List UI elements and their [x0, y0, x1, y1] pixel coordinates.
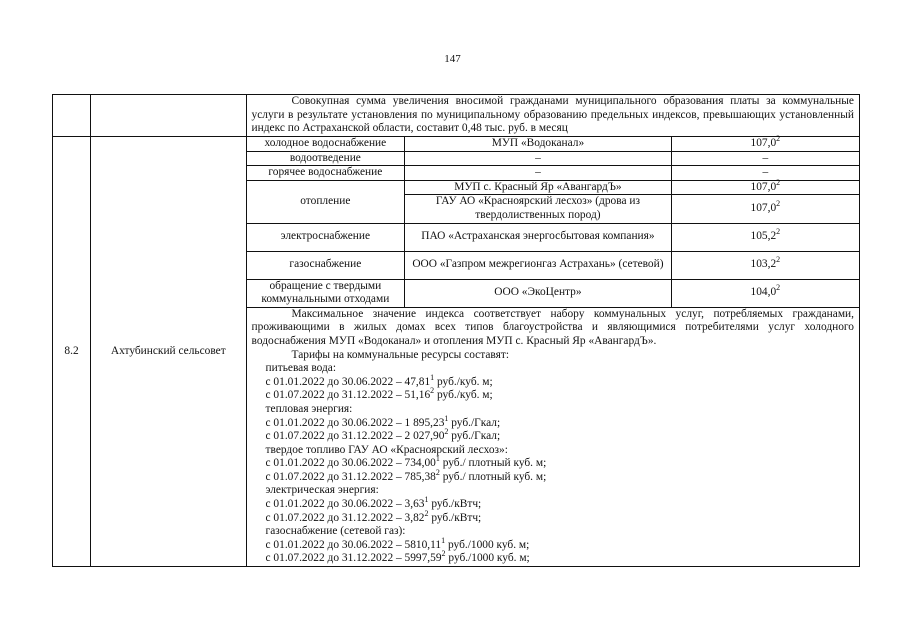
tariff-unit: руб./кВтч; [428, 498, 482, 511]
tariff-unit: руб./Гкал; [448, 416, 501, 429]
page-number: 147 [444, 53, 461, 65]
tariff-value: с 01.07.2022 до 31.12.2022 – 3,82 [265, 511, 425, 524]
tariffs-intro: Тарифы на коммунальные ресурсы составят: [291, 348, 510, 361]
empty-cell [53, 95, 91, 137]
index-value: 104,0$^2$ [671, 279, 859, 307]
provider-name: МУП «Водоканал» [405, 137, 672, 152]
municipality-name: Ахтубинский сельсовет [91, 137, 246, 567]
tariff-line [252, 549, 854, 566]
provider-name: – [405, 151, 672, 166]
tariff-line [252, 372, 854, 390]
service-name: газоснабжение [246, 251, 405, 279]
provider-name: ООО «Газпром межрегионгаз Астрахань» (сетевой) [405, 251, 672, 279]
service-name: горячее водоснабжение [246, 166, 405, 181]
tariff-value: с 01.07.2022 до 31.12.2022 – 51,16 [265, 389, 431, 402]
service-name: водоотведение [246, 151, 405, 166]
tariff-line [252, 454, 854, 471]
provider-name: ПАО «Астраханская энергосбытовая компания» [405, 223, 672, 251]
tariff-footnote-mark: 1 [435, 454, 440, 464]
tariff-line [252, 495, 854, 512]
tariff-line [252, 536, 854, 553]
tariff-value: с 01.01.2022 до 30.06.2022 – 3,63 [265, 498, 425, 511]
tariff-value: с 01.07.2022 до 31.12.2022 – 2 027,90 [265, 430, 445, 443]
tariff-table [52, 94, 860, 567]
tariff-value: с 01.07.2022 до 31.12.2022 – 785,38 [265, 470, 436, 483]
index-value: 103,2$^2$ [671, 251, 859, 279]
tariff-unit: руб./ плотный куб. м; [439, 470, 547, 483]
provider-name: ГАУ АО «Красноярский лесхоз» (дрова из твердолиственных пород) [405, 195, 672, 223]
tariff-heading: тепловая энергия: [265, 402, 353, 415]
tariff-list [252, 362, 854, 566]
tariff-footnote-mark: 1 [430, 372, 435, 382]
service-name: обращение с твердыми коммунальными отходами [246, 279, 405, 307]
provider-name: ООО «ЭкоЦентр» [405, 279, 672, 307]
tariff-unit: руб./1000 куб. м; [445, 552, 530, 565]
index-value: 107,0$^2$ [671, 195, 859, 223]
index-value: 107,0$^2$ [671, 180, 859, 195]
tariff-unit: руб./1000 куб. м; [445, 538, 530, 551]
tariff-value: с 01.01.2022 до 30.06.2022 – 5810,11 [265, 538, 442, 551]
tariff-footnote-mark: 2 [441, 549, 446, 559]
tariff-line [252, 508, 854, 526]
service-row [53, 137, 860, 152]
tariff-line [252, 413, 854, 431]
index-value: 107,0$^2$ [671, 137, 859, 152]
tariff-heading: газоснабжение (сетевой газ): [265, 525, 406, 538]
summary-text: Совокупная сумма увеличения вносимой гражданами муниципального образования платы за коммунальные услуги в результате установления по муниципальному образованию предельных индексов, превышающих установленный индекс по Астраханской области, составит 0,48 тыс. руб. в месяц [246, 95, 859, 137]
tariff-unit: руб./куб. м; [434, 389, 493, 402]
tariff-footnote-mark: 2 [424, 508, 429, 518]
tariff-heading: электрическая энергия: [265, 484, 379, 497]
tariff-footnote-mark: 2 [444, 427, 449, 437]
summary-row [53, 95, 860, 137]
provider-name: МУП с. Красный Яр «АвангардЪ» [405, 180, 672, 195]
tariff-heading: твердое топливо ГАУ АО «Красноярский лесхоз»: [265, 443, 508, 456]
service-name: электроснабжение [246, 223, 405, 251]
service-name: холодное водоснабжение [246, 137, 405, 152]
tariff-unit: руб./Гкал; [448, 430, 501, 443]
service-name: отопление [246, 180, 405, 223]
tariff-unit: руб./куб. м; [434, 375, 493, 388]
tariff-footnote-mark: 1 [441, 536, 446, 546]
empty-cell [91, 95, 246, 137]
notes-cell [246, 307, 859, 566]
index-value: – [671, 166, 859, 181]
index-value: 105,2$^2$ [671, 223, 859, 251]
provider-name: – [405, 166, 672, 181]
tariff-line [252, 386, 854, 403]
tariff-unit: руб./кВтч; [428, 511, 482, 524]
row-number: 8.2 [53, 137, 91, 567]
tariff-heading: питьевая вода: [265, 362, 337, 375]
tariff-footnote-mark: 1 [424, 495, 429, 505]
index-value: – [671, 151, 859, 166]
tariff-value: с 01.07.2022 до 31.12.2022 – 5997,59 [265, 552, 442, 565]
tariff-value: с 01.01.2022 до 30.06.2022 – 47,81 [265, 375, 431, 388]
tariff-unit: руб./ плотный куб. м; [439, 457, 547, 470]
tariff-footnote-mark: 2 [435, 468, 440, 478]
tariff-value: с 01.01.2022 до 30.06.2022 – 1 895,23 [265, 416, 445, 429]
tariff-line [252, 427, 854, 444]
tariff-footnote-mark: 1 [444, 413, 449, 423]
tariff-footnote-mark: 2 [430, 386, 435, 396]
tariff-line [252, 468, 854, 485]
max-index-text: Максимальное значение индекса соответствует набору коммунальных услуг, потребляемых гражданами, проживающими в жилых домах всех типов благоустройства и являющимися потребителями услуг холодного водоснабжения МУП «Водоканал» и отопления МУП с. Красный Яр «АвангардЪ». [251, 307, 854, 347]
tariff-value: с 01.01.2022 до 30.06.2022 – 734,00 [265, 457, 436, 470]
